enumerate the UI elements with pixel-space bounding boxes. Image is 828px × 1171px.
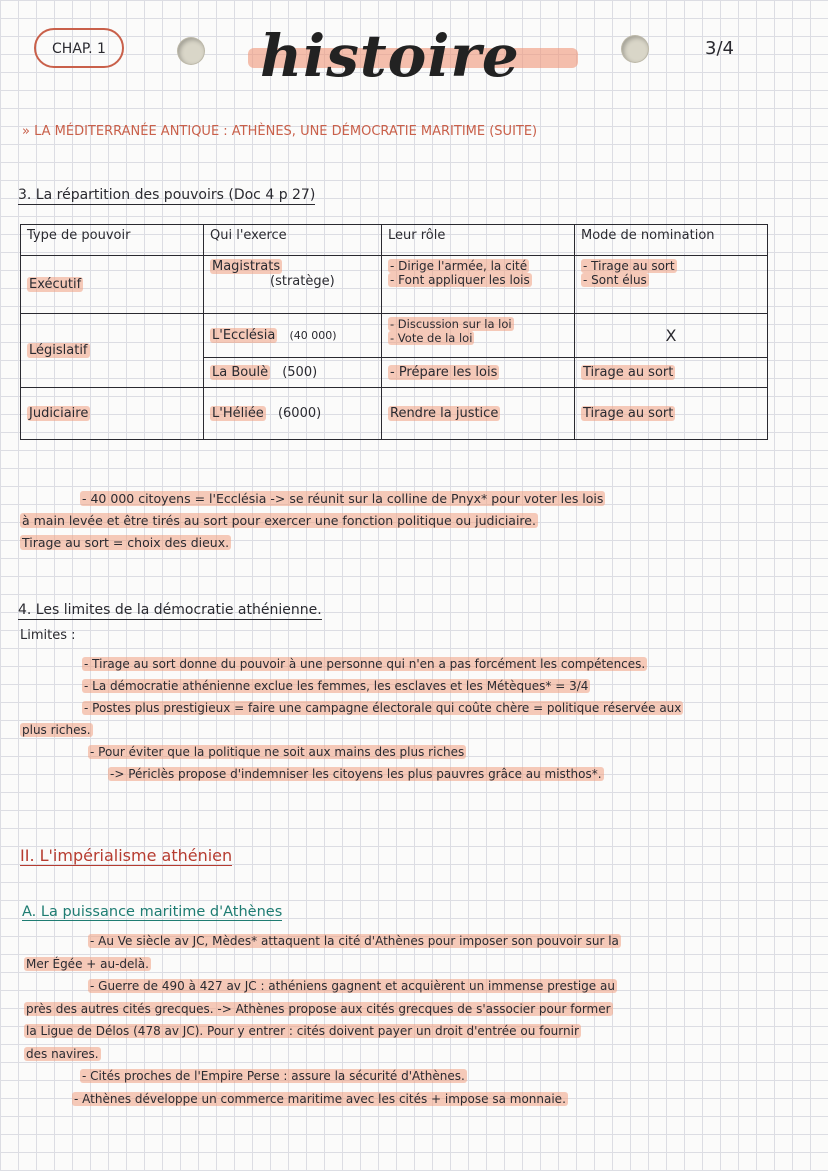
role-line: - Vote de la loi — [390, 331, 473, 345]
table-header: Type de pouvoir — [21, 225, 204, 256]
chapter-heading: » LA MÉDITERRANÉE ANTIQUE : ATHÈNES, UNE DÉMOCRATIE MARITIME (SUITE) — [22, 124, 538, 139]
page-number: 3/4 — [705, 38, 734, 59]
body-line: Mer Égée + au-delà. — [26, 956, 149, 971]
binder-hole — [178, 38, 204, 64]
body-line: - Cités proches de l'Empire Perse : assure la sécurité d'Athènes. — [82, 1069, 465, 1083]
role-line: - Discussion sur la loi — [390, 317, 512, 331]
nomination-line: Tirage au sort — [583, 365, 674, 380]
power-type: Législatif — [29, 343, 88, 358]
table-header: Qui l'exerce — [204, 225, 382, 256]
limits-label: Limites : — [20, 628, 76, 643]
limit-line: - Tirage au sort donne du pouvoir à une personne qui n'en a pas forcément les compétences. — [84, 657, 646, 671]
exerciser: L'Ecclésia — [212, 328, 276, 343]
limit-line: - La démocratie athénienne exclue les femmes, les esclaves et les Métèques* = 3/4 — [84, 679, 589, 693]
note-line: - 40 000 citoyens = l'Ecclésia -> se réunit sur la colline de Pnyx* pour voter les lois — [82, 491, 604, 506]
power-type: Judiciaire — [29, 406, 89, 421]
body-line: - Athènes développe un commerce maritime avec les cités + impose sa monnaie. — [74, 1091, 566, 1106]
page-title: histoire — [260, 22, 520, 90]
part-2-heading: II. L'impérialisme athénien — [20, 846, 233, 865]
body-line: - Guerre de 490 à 427 av JC : athéniens gagnent et acquièrent un immense prestige au — [90, 979, 615, 993]
limit-line: - Postes plus prestigieux = faire une campagne électorale qui coûte chère = politique réservée aux — [84, 701, 682, 715]
section-3-notes — [20, 488, 815, 554]
table-header: Leur rôle — [382, 225, 575, 256]
part-2-body — [24, 930, 819, 1110]
body-line: - Au Ve siècle av JC, Mèdes* attaquent la cité d'Athènes pour imposer son pouvoir sur la — [90, 934, 619, 948]
chapter-badge: CHAP. 1 — [34, 28, 124, 68]
role-line: - Prépare les lois — [390, 365, 498, 380]
role-line: - Dirige l'armée, la cité — [390, 259, 528, 273]
limit-line: -> Périclès propose d'indemniser les citoyens les plus pauvres grâce au misthos*. — [110, 767, 602, 781]
nomination-line: - Sont élus — [583, 273, 647, 287]
section-3-heading: 3. La répartition des pouvoirs (Doc 4 p 27) — [18, 187, 316, 203]
note-line: Tirage au sort = choix des dieux. — [22, 535, 230, 550]
table-header-row — [21, 225, 768, 256]
nomination-line: - Tirage au sort — [583, 259, 675, 273]
body-line: la Ligue de Délos (478 av JC). Pour y entrer : cités doivent payer un droit d'entrée ou fournir — [26, 1024, 579, 1038]
exerciser: L'Héliée — [212, 406, 264, 421]
note-line: à main levée et être tirés au sort pour exercer une fonction politique ou judiciaire. — [22, 513, 536, 528]
exerciser-note: (40 000) — [289, 329, 337, 342]
section-4-heading: 4. Les limites de la démocratie athénienne. — [18, 602, 322, 618]
table-row — [21, 314, 768, 358]
role-line: - Font appliquer les lois — [390, 273, 530, 287]
nomination-none: X — [665, 326, 677, 345]
table-header: Mode de nomination — [575, 225, 768, 256]
section-4-body — [20, 653, 820, 785]
exerciser-note: (stratège) — [270, 274, 335, 289]
powers-table — [20, 224, 768, 440]
exerciser-note: (500) — [282, 365, 318, 380]
table-row — [21, 388, 768, 440]
body-line: près des autres cités grecques. -> Athènes propose aux cités grecques de s'associer pour former — [26, 1001, 611, 1016]
limit-line: plus riches. — [22, 723, 91, 737]
role-line: Rendre la justice — [390, 406, 499, 421]
binder-hole — [622, 36, 648, 62]
part-2-subheading: A. La puissance maritime d'Athènes — [22, 904, 283, 920]
exerciser-note: (6000) — [277, 406, 322, 421]
exerciser: Magistrats — [212, 259, 281, 274]
nomination-line: Tirage au sort — [583, 406, 674, 421]
exerciser: La Boulè — [212, 365, 269, 380]
power-type: Exécutif — [29, 277, 82, 292]
limit-line: - Pour éviter que la politique ne soit aux mains des plus riches — [90, 745, 465, 759]
table-row — [21, 256, 768, 314]
body-line: des navires. — [26, 1046, 99, 1061]
